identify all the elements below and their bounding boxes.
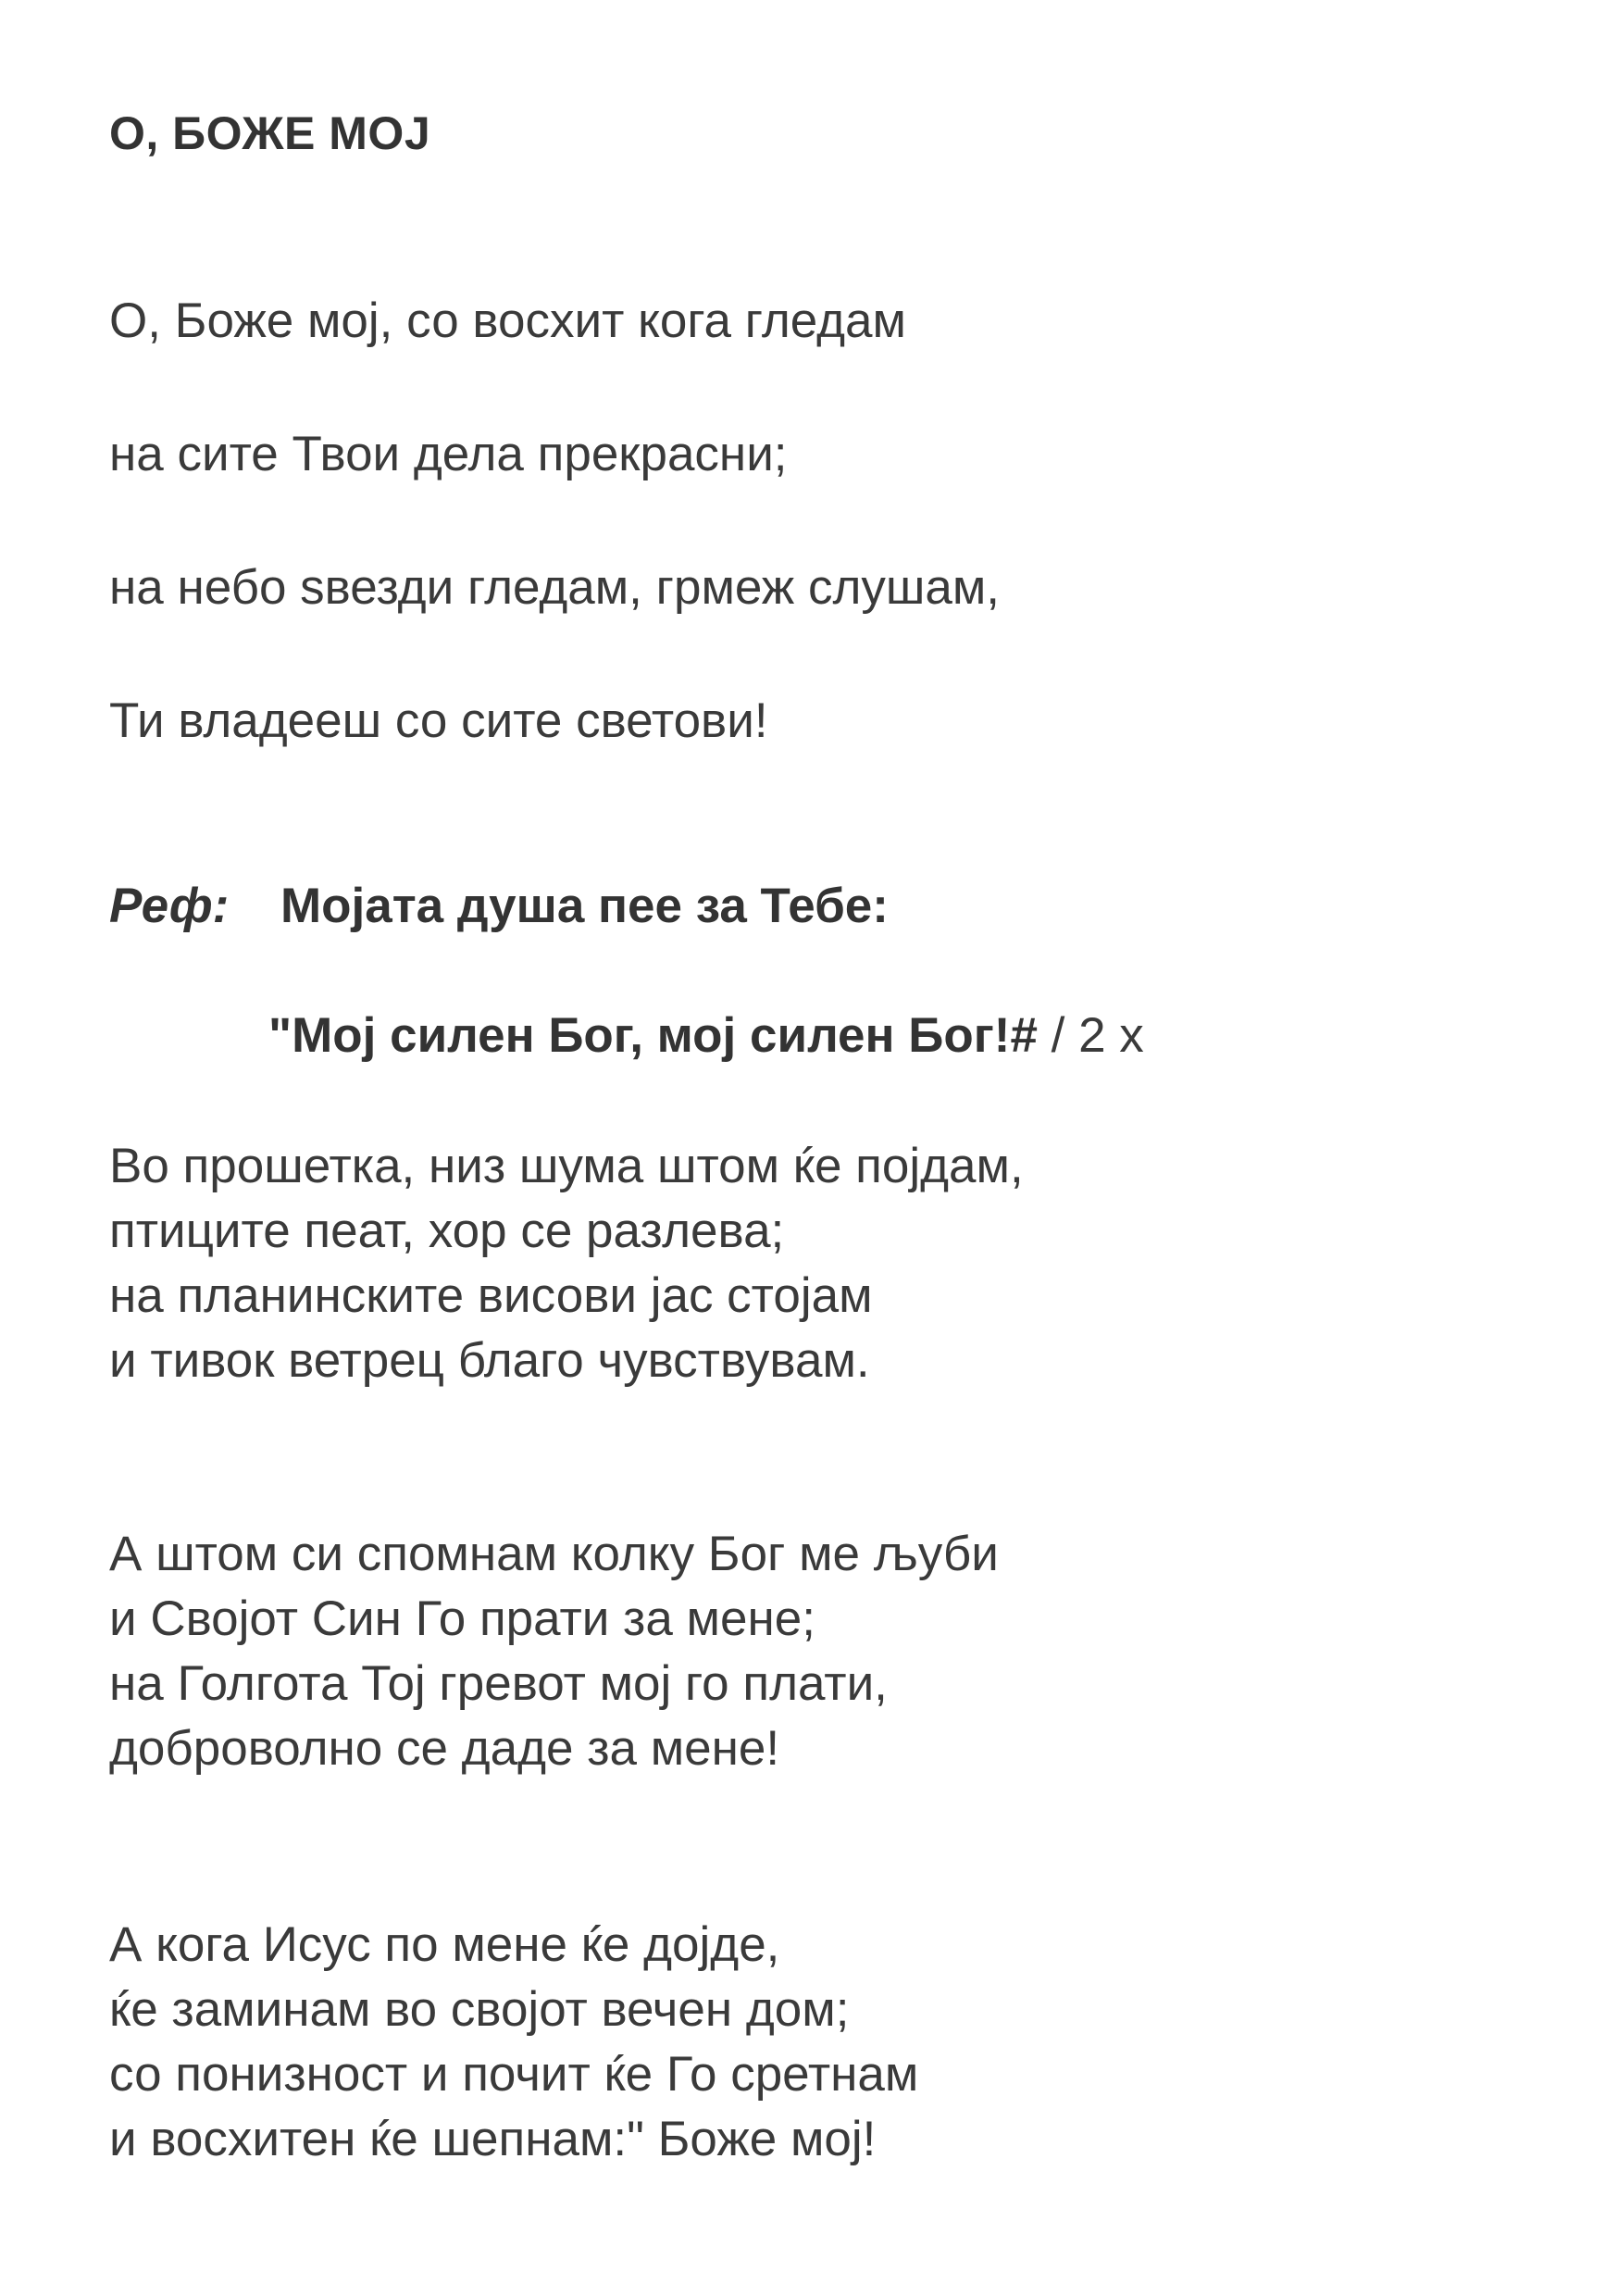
verse1-line-3: на небо ѕвезди гледам, грмеж слушам, (109, 560, 1001, 615)
verse1-line-4: Ти владееш со сите светови! (109, 693, 768, 748)
verse2 (109, 1134, 1024, 1393)
verse2-line-3: на планинските висови јас стојам (109, 1268, 873, 1323)
verse1-line-2: на сите Твои дела прекрасни; (109, 427, 788, 481)
refrain-line-1: Мојата душа пее за Тебе: (280, 879, 889, 933)
refrain-label: Реф: (109, 879, 230, 933)
verse2-line-2: птиците пеат, хор се разлева; (109, 1204, 785, 1258)
verse2-line-4: и тивок ветрец благо чувствувам. (109, 1333, 870, 1388)
verse3 (109, 1522, 999, 1781)
verse4-line-2: ќе заминам во својот вечен дом; (109, 1982, 850, 2037)
verse4-line-3: со понизност и почит ќе Го сретнам (109, 2047, 919, 2102)
verse4-line-1: А кога Исус по мене ќе дојде, (109, 1917, 780, 1972)
verse3-line-1: А штом си спомнам колку Бог ме љуби (109, 1527, 999, 1581)
verse4-line-4: и восхитен ќе шепнам:" Боже мој! (109, 2112, 877, 2166)
verse3-line-4: доброволно се даде за мене! (109, 1721, 780, 1776)
verse3-line-2: и Својот Син Го прати за мене; (109, 1591, 815, 1646)
refrain-line-2-text: "Мој силен Бог, мој силен Бог!# (268, 1008, 1038, 1063)
refrain-line-2 (268, 1004, 1144, 1068)
verse1-line-1: О, Боже мој, со восхит кога гледам (109, 293, 906, 348)
song-title: О, БОЖЕ МОЈ (109, 107, 431, 159)
verse2-line-1: Во прошетка, низ шума штом ќе појдам, (109, 1139, 1024, 1193)
refrain-repeat-marker: / 2 х (1037, 1008, 1144, 1063)
verse3-line-3: на Голгота Тој гревот мој го плати, (109, 1656, 888, 1711)
verse4 (109, 1913, 918, 2172)
